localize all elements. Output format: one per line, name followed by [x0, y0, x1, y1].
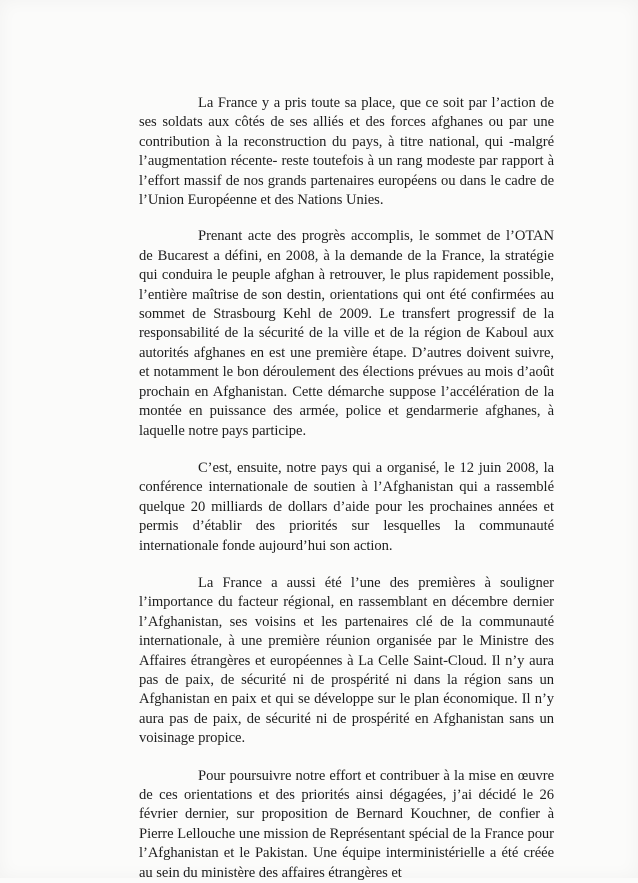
paragraph-regional-factor: La France a aussi été l’une des premières à souligner l’importance du facteur régional, en rassemblant en décembre dernier l’Afghanistan, ses voisins et les partenaires clé de la communauté internationale, à une première réunion organisée par le Ministre des Affaires étrangères et européennes à La Celle Saint-Cloud. Il n’y aura pas de paix, de sécurité ni de prospérité ni dans la région sans un Afghanistan en paix et qui se développe sur le plan économique. Il n’y aura pas de paix, de sécurité ni de prospérité en Afghanistan sans un voisinage propice.	[139, 574, 554, 747]
paragraph-otan-bucarest: Prenant acte des progrès accomplis, le sommet de l’OTAN de Bucarest a défini, en 2008, à la demande de la France, la stratégie qui conduira le peuple afghan à retrouver, le plus rapidement possible, l’entière maîtrise de son destin, orientations qui ont été confirmées au sommet de Strasbourg Kehl de 2009. Le transfert progressif de la responsabilité de la sécurité de la ville et de la région de Kaboul aux autorités afghanes en est une première étape. D’autres doivent suivre, et notamment le bon déroulement des élections prévues au mois d’août prochain en Afghanistan. Cette démarche suppose l’accélération de la montée en puissance des armée, police et gendarmerie afghanes, à laquelle notre pays participe.	[139, 228, 554, 439]
paragraph-france-role: La France y a pris toute sa place, que ce soit par l’action de ses soldats aux côtés de ses alliés et des forces afghanes ou par une contribution à la reconstruction du pays, à titre national, qui -malgré l’augmentation récente- reste toutefois à un rang modeste par rapport à l’effort massif de nos grands partenaires européens ou dans le cadre de l’Union Européenne et des Nations Unies.	[139, 95, 554, 209]
paragraph-conference-paris: C’est, ensuite, notre pays qui a organisé, le 12 juin 2008, la conférence internationale de soutien à l’Afghanistan qui a rassemblé quelque 20 milliards de dollars d’aide pour les prochaines années et permis d’établir des priorités sur lesquelles la communauté internationale fonde aujourd’hui son action.	[139, 459, 554, 554]
paragraph-special-representative: Pour poursuivre notre effort et contribuer à la mise en œuvre de ces orientations et des priorités ainsi dégagées, j’ai décidé le 26 février dernier, sur proposition de Bernard Kouchner, de confier à Pierre Lellouche une mission de Représentant spécial de la France pour l’Afghanistan et le Pakistan. Une équipe interministérielle a été créée au sein du ministère des affaires étrangères et	[139, 767, 554, 881]
